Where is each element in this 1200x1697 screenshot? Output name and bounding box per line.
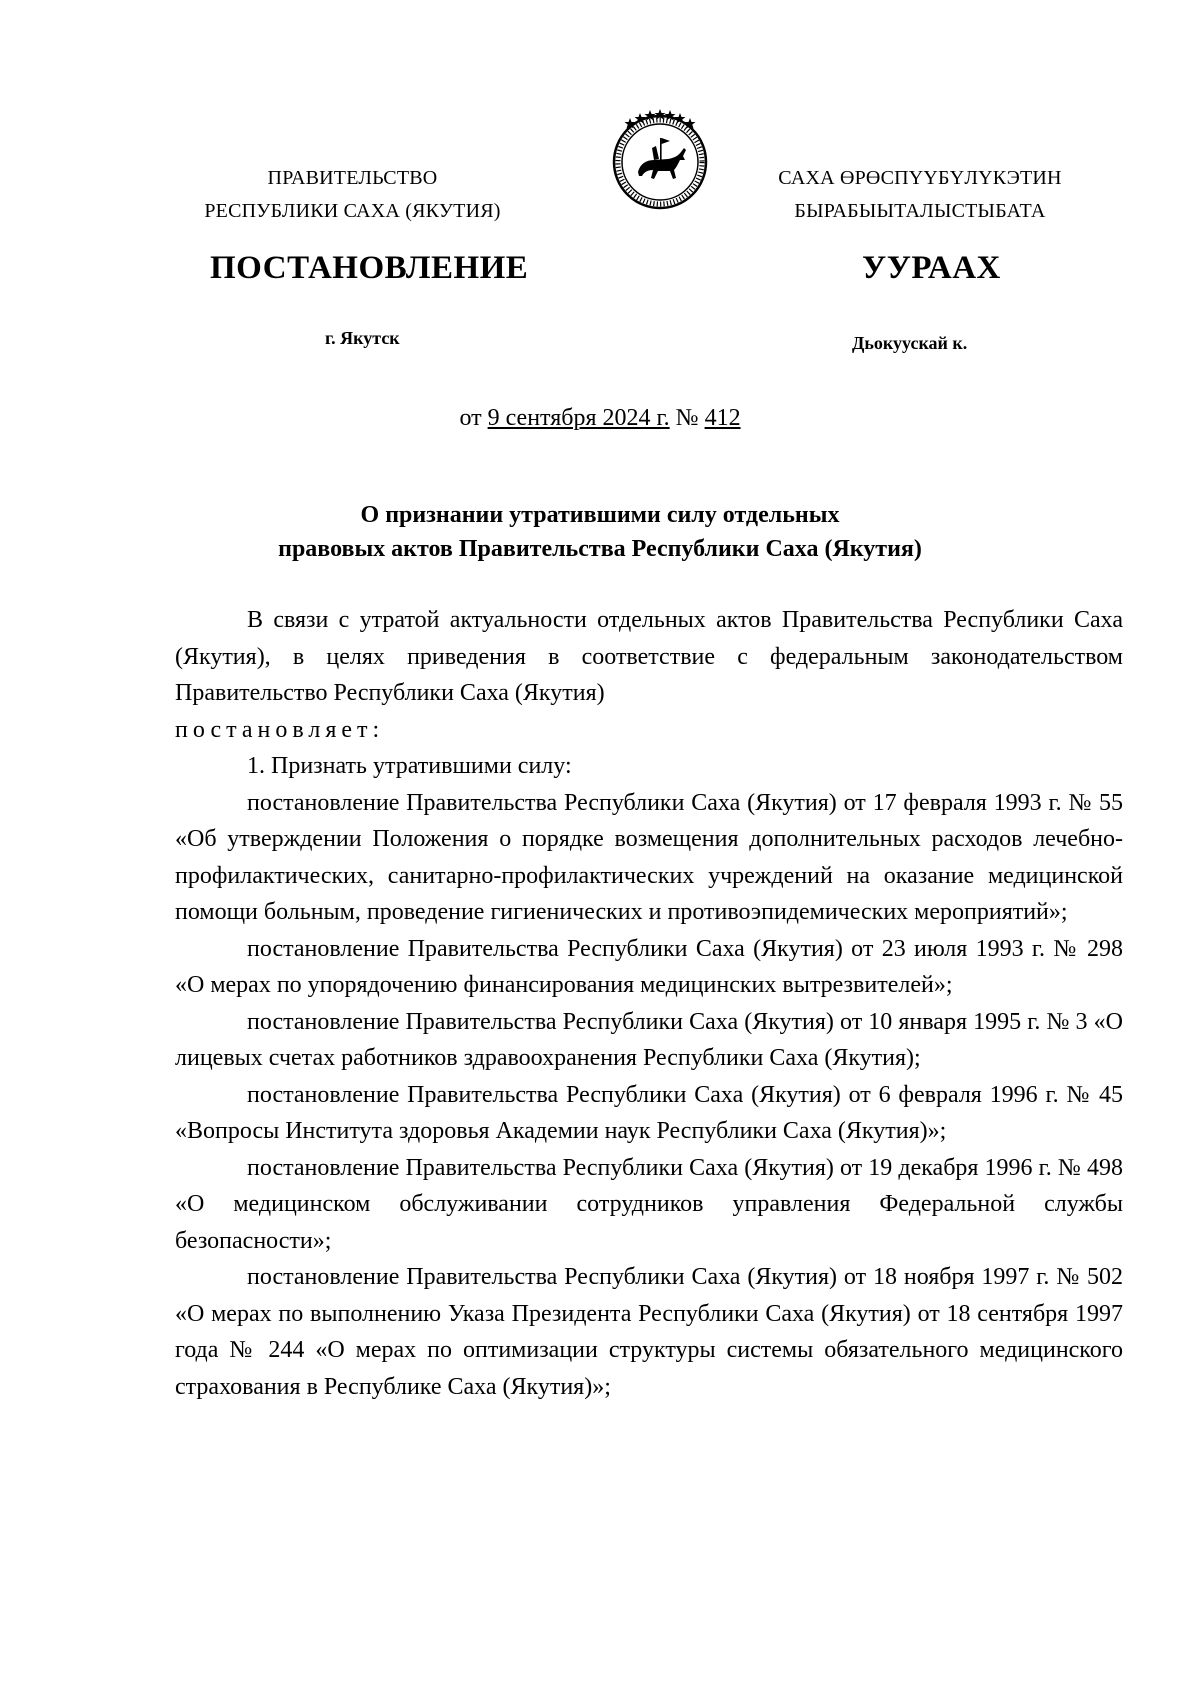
act-paragraph: постановление Правительства Республики Саха (Якутия) от 10 января 1995 г. № 3 «О лицевых счетах работников здравоохранения Республики Саха (Якутия);	[175, 1008, 1123, 1071]
city-sah: Дьокуускай к.	[852, 333, 968, 353]
header-left-line2: РЕСПУБЛИКИ САХА (ЯКУТИЯ)	[204, 200, 501, 222]
header-left-line1: ПРАВИТЕЛЬСТВО	[267, 167, 438, 189]
act-paragraph: постановление Правительства Республики Саха (Якутия) от 19 декабря 1996 г. № 498 «О медицинском обслуживании сотрудников управления Федеральной службы безопасности»;	[175, 1154, 1123, 1254]
header-left	[175, 162, 530, 228]
document-title	[150, 498, 1050, 566]
doc-type-title-ru: ПОСТАНОВЛЕНИЕ	[210, 250, 529, 286]
republic-emblem-icon	[604, 104, 716, 216]
act-paragraph: постановление Правительства Республики Саха (Якутия) от 17 февраля 1993 г. № 55 «Об утверждении Положения о порядке возмещения дополнительных расходов лечебно-профилактических, санитарно-профилактических учреждений на оказание медицинской помощи больным, проведение гигиенических и противоэпидемических мероприятий»;	[175, 789, 1123, 925]
act-paragraph: постановление Правительства Республики Саха (Якутия) от 6 февраля 1996 г. № 45 «Вопросы Института здоровья Академии наук Республики Саха (Якутия)»;	[175, 1081, 1123, 1144]
date-prefix: от	[459, 405, 488, 431]
header-right-line1: САХА ӨРӨСПҮҮБҮЛҮКЭТИН	[778, 167, 1062, 189]
number-label: №	[669, 405, 705, 431]
date-number-line	[0, 405, 1200, 432]
header-right	[735, 162, 1105, 228]
decree-word: постановляет:	[175, 716, 385, 743]
decree-word-paragraph	[175, 712, 1123, 749]
act-paragraph: постановление Правительства Республики Саха (Якутия) от 18 ноября 1997 г. № 502 «О мерах по выполнению Указа Президента Республики Саха (Якутия) от 18 сентября 1997 года № 244 «О мерах по оптимизации структуры системы обязательного медицинского страхования в Республике Саха (Якутия)»;	[175, 1264, 1123, 1400]
decree-number: 412	[704, 405, 741, 431]
act-paragraph: постановление Правительства Республики Саха (Якутия) от 23 июля 1993 г. № 298 «О мерах по упорядочению финансирования медицинских вытрезвителей»;	[175, 935, 1123, 998]
header-right-line2: БЫРАБЫЫТАЛЫСТЫБАТА	[794, 200, 1046, 222]
doc-type-title-sah: УУРААХ	[862, 250, 1001, 286]
item-1: 1. Признать утратившими силу:	[247, 753, 572, 779]
intro-paragraph: В связи с утратой актуальности отдельных актов Правительства Республики Саха (Якутия), в целях приведения в соответствие с федеральным законодательством Правительство Республики Саха (Якутия)	[175, 607, 1123, 706]
document-body	[175, 602, 1123, 1405]
document-title-line2: правовых актов Правительства Республики Саха (Якутия)	[278, 536, 922, 562]
decree-date: 9 сентября 2024 г.	[487, 405, 670, 431]
city-ru: г. Якутск	[325, 328, 400, 348]
document-title-line1: О признании утратившими силу отдельных	[360, 502, 840, 528]
